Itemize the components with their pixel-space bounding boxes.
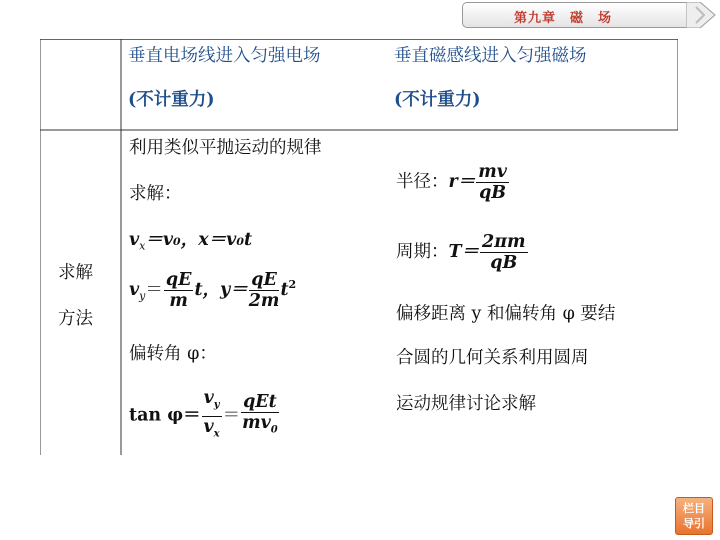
col2-header-line1: 垂直磁感线进入匀强磁场 <box>394 46 587 66</box>
period-frac <box>480 232 528 273</box>
radius-label: 半径： <box>396 172 449 192</box>
eq1-v: v <box>129 230 140 250</box>
col1-header-line2: (不计重力) <box>128 90 215 110</box>
row-label-line2: 方法 <box>58 309 93 329</box>
chapter-tab <box>462 2 690 28</box>
eq2-v: v <box>129 280 140 300</box>
tan-frac1 <box>202 388 222 444</box>
period-label: 周期： <box>396 242 449 262</box>
nav-button-line2: 导引 <box>683 517 705 530</box>
column-nav-button[interactable] <box>675 497 713 535</box>
eq2-frac1 <box>164 270 194 311</box>
electric-eq2: $v_y=$ $\frac{qE}{m}$ t，y＝ $\frac{qE}{2m}$ $t^2$ <box>129 270 297 311</box>
tan-num1: v <box>203 388 214 408</box>
chapter-title: 第九章 磁 场 <box>513 11 612 26</box>
radius-frac <box>476 162 509 203</box>
period-den: qB <box>490 253 518 273</box>
eq1-sub: x <box>139 239 146 253</box>
row-label <box>58 250 93 342</box>
eq2-frac1-den: m <box>169 291 188 311</box>
electric-tan-eq: tan φ＝ $\frac{v_y}{v_x}$ ＝ $\frac{\text{qEt}}{mv_0}$ <box>129 388 280 444</box>
col1-header <box>128 34 321 122</box>
eq2-sub: y <box>139 289 146 303</box>
eq2-frac2-num: qE <box>249 270 280 291</box>
tan-label: tan φ＝ <box>129 405 201 426</box>
radius-den: qB <box>479 183 507 203</box>
magnetic-line4: 合圆的几何关系利用圆周 <box>396 348 589 368</box>
eq2-frac1-num: qE <box>165 270 192 290</box>
col1-header-line1: 垂直电场线进入匀强电场 <box>128 46 321 66</box>
tan-den2-sub: 0 <box>270 424 278 436</box>
eq2-exp: 2 <box>288 278 297 292</box>
magnetic-radius <box>396 162 510 203</box>
eq2-tail: t <box>280 280 289 300</box>
tan-den1: v <box>203 416 214 437</box>
magnetic-line3: 偏移距离 y 和偏转角 φ 要结 <box>396 304 616 324</box>
deflect-label: 偏转角 φ： <box>129 344 217 364</box>
eq2-mid: t，y＝ <box>194 280 248 300</box>
period-num: 2πm <box>482 232 526 252</box>
col2-header <box>394 34 587 122</box>
eq2-frac2 <box>249 270 280 311</box>
radius-var: r＝ <box>448 172 476 192</box>
radius-num: mv <box>478 162 507 182</box>
period-var: T＝ <box>448 242 480 262</box>
tan-num1-sub: y <box>213 399 220 411</box>
magnetic-line5: 运动规律讨论求解 <box>396 394 536 414</box>
tan-den1-sub: x <box>213 428 220 439</box>
nav-button-line1: 栏目 <box>683 502 705 515</box>
col2-header-line2: (不计重力) <box>394 90 481 110</box>
eq1-rest: ＝v₀，x＝v₀t <box>145 230 253 250</box>
chapter-arrow-icon <box>686 2 716 28</box>
row-label-line1: 求解 <box>58 263 93 283</box>
electric-line1: 利用类似平抛运动的规律 <box>129 138 322 158</box>
eq2-frac2-den: 2m <box>248 291 280 311</box>
tan-den2: mv <box>242 412 271 433</box>
electric-line2: 求解： <box>129 184 182 204</box>
magnetic-period <box>396 232 529 273</box>
tan-num2: qEt <box>243 391 277 412</box>
tan-frac2 <box>241 392 279 441</box>
electric-eq1 <box>129 226 252 253</box>
